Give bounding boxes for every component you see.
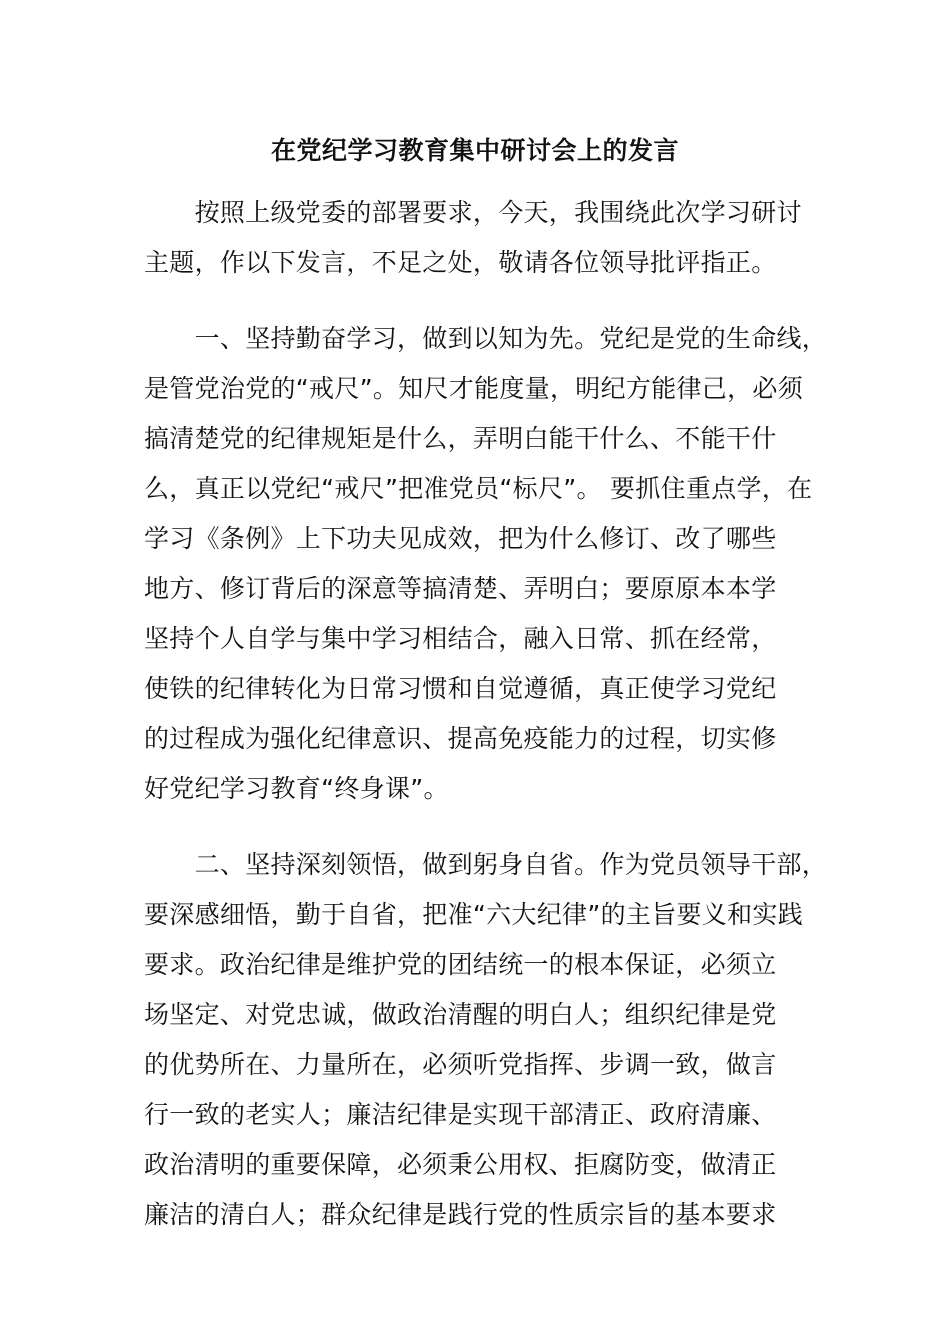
text-line: 主题，作以下发言，不足之处，敬请各位领导批评指正。: [144, 248, 777, 277]
text-line: 行一致的老实人；廉洁纪律是实现干部清正、政府清廉、: [144, 1100, 777, 1129]
text-line: 要求。政治纪律是维护党的团结统一的根本保证，必须立: [144, 950, 777, 979]
document-title: 在党纪学习教育集中研讨会上的发言: [270, 136, 679, 165]
text-line: 好党纪学习教育“终身课”。: [144, 774, 449, 803]
text-line: 坚持个人自学与集中学习相结合，融入日常、抓在经常，: [144, 624, 777, 653]
paragraph-intro: [144, 188, 816, 288]
text-line: 按照上级党委的部署要求，今天，我围绕此次学习研讨: [144, 198, 802, 227]
text-line: 的优势所在、力量所在，必须听党指挥、步调一致，做言: [144, 1050, 777, 1079]
paragraph-section-2: [144, 840, 828, 1240]
text-line: 要深感细悟，勤于自省，把准“六大纪律”的主旨要义和实践: [144, 900, 804, 929]
paragraph-section-1: [144, 314, 828, 814]
document-body: [144, 188, 828, 1266]
text-line: 是管党治党的“戒尺”。知尺才能度量，明纪方能律己，必须: [144, 374, 804, 403]
text-line: 政治清明的重要保障，必须秉公用权、拒腐防变，做清正: [144, 1150, 777, 1179]
text-line: 么，真正以党纪“戒尺”把准党员“标尺”。 要抓住重点学，在: [144, 474, 813, 503]
text-line: 廉洁的清白人；群众纪律是践行党的性质宗旨的基本要求: [144, 1200, 777, 1229]
text-line: 场坚定、对党忠诚，做政治清醒的明白人；组织纪律是党: [144, 1000, 777, 1029]
text-line: 使铁的纪律转化为日常习惯和自觉遵循，真正使学习党纪: [144, 674, 777, 703]
text-line: 的过程成为强化纪律意识、提高免疫能力的过程，切实修: [144, 724, 777, 753]
text-line: 搞清楚党的纪律规矩是什么，弄明白能干什么、不能干什: [144, 424, 777, 453]
text-line: 一、坚持勤奋学习，做到以知为先。党纪是党的生命线，: [144, 324, 828, 353]
text-line: 地方、修订背后的深意等搞清楚、弄明白；要原原本本学: [144, 574, 777, 603]
text-line: 学习《条例》上下功夫见成效，把为什么修订、改了哪些: [144, 524, 777, 553]
text-line: 二、坚持深刻领悟，做到躬身自省。作为党员领导干部，: [144, 850, 828, 879]
